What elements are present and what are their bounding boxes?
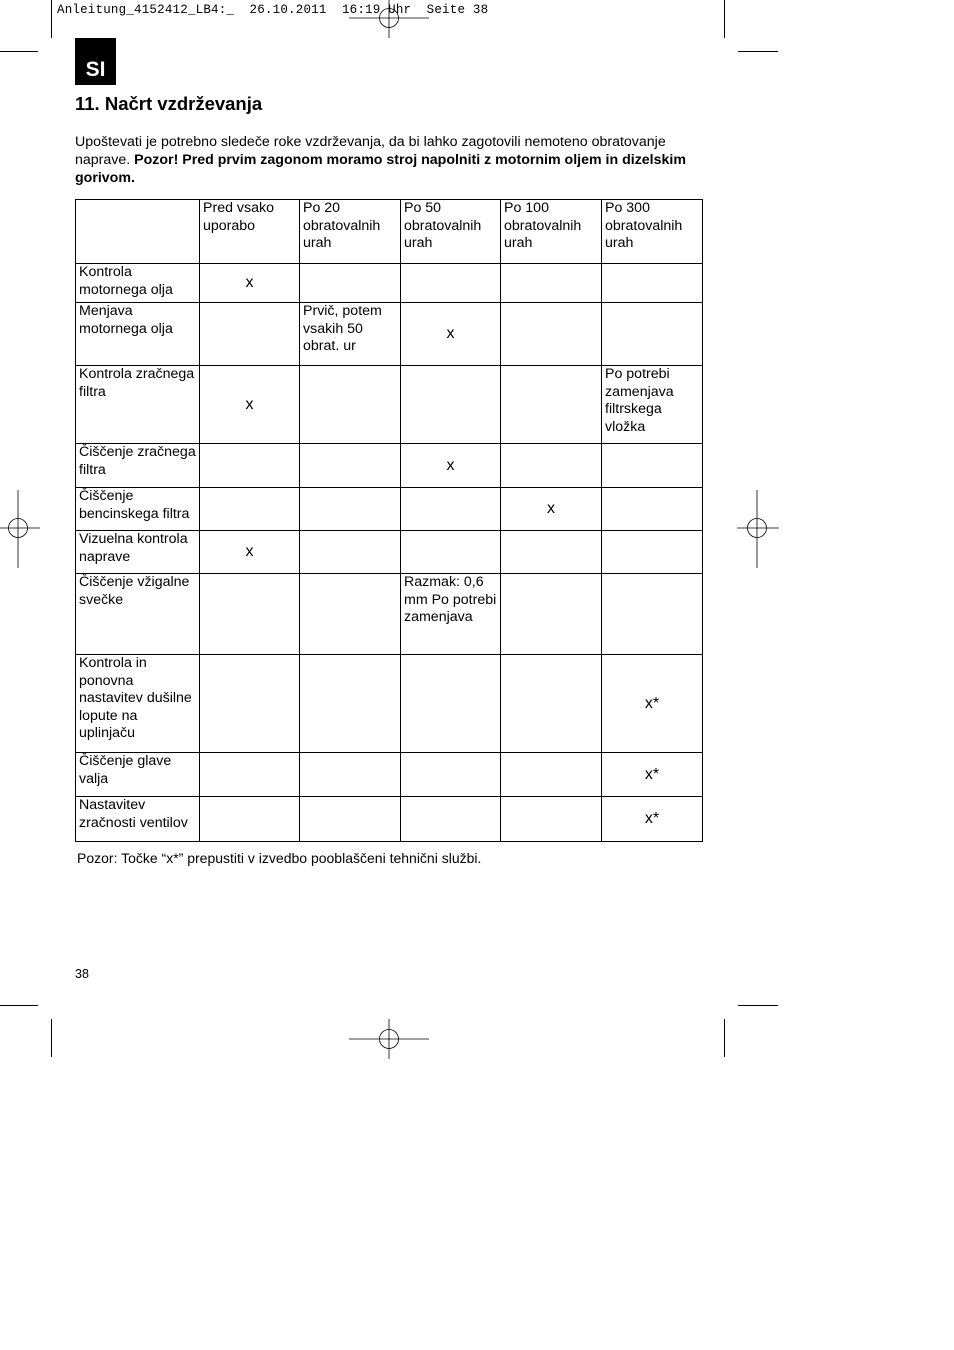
schedule-cell: x [200, 531, 300, 574]
header-cell: Pred vsako uporabo [200, 200, 300, 264]
schedule-cell: x [200, 264, 300, 303]
task-cell: Čiščenje glave valja [76, 753, 200, 797]
schedule-cell [401, 753, 501, 797]
schedule-cell: x* [602, 753, 703, 797]
schedule-cell [300, 264, 401, 303]
schedule-cell [401, 366, 501, 444]
registration-mark-icon [0, 490, 40, 568]
table-row [76, 655, 703, 753]
print-header: Anleitung_4152412_LB4:_ 26.10.2011 16:19 Uhr Seite 38 [57, 3, 489, 17]
schedule-cell: x [200, 366, 300, 444]
schedule-cell [501, 531, 602, 574]
schedule-cell [501, 264, 602, 303]
header-cell: Po 300 obratovalnih urah [602, 200, 703, 264]
schedule-cell [300, 753, 401, 797]
table-row [76, 797, 703, 842]
schedule-cell [401, 531, 501, 574]
footnote: Pozor: Točke “x*” prepustiti v izvedbo pooblaščeni tehnični službi. [77, 850, 482, 866]
schedule-cell [602, 444, 703, 488]
crop-mark-icon [738, 51, 778, 52]
schedule-cell [300, 797, 401, 842]
crop-mark-icon [724, 0, 725, 38]
table-row [76, 488, 703, 531]
schedule-cell: x [401, 303, 501, 366]
schedule-cell [602, 303, 703, 366]
registration-mark-icon [737, 490, 779, 568]
intro-text: Upoštevati je potrebno sledeče roke vzdrževanja, da bi lahko zagotovili nemoteno obratovanje naprave. [75, 134, 666, 168]
table-row [76, 444, 703, 488]
registration-mark-icon [349, 1019, 429, 1059]
table-row [76, 366, 703, 444]
crop-mark-icon [0, 51, 38, 52]
crop-mark-icon [51, 0, 52, 38]
registration-mark-icon [349, 0, 429, 40]
schedule-cell [602, 264, 703, 303]
schedule-cell [501, 753, 602, 797]
schedule-cell [200, 444, 300, 488]
task-cell: Kontrola in ponovna nastavitev dušilne lopute na uplinjaču [76, 655, 200, 753]
task-cell: Nastavitev zračnosti ventilov [76, 797, 200, 842]
schedule-cell [401, 488, 501, 531]
schedule-cell [602, 488, 703, 531]
schedule-cell [501, 366, 602, 444]
schedule-cell [300, 366, 401, 444]
schedule-cell [501, 444, 602, 488]
schedule-cell [300, 531, 401, 574]
schedule-cell [501, 574, 602, 655]
intro-paragraph [75, 134, 715, 187]
crop-mark-icon [51, 1019, 52, 1057]
crop-mark-icon [738, 1005, 778, 1006]
schedule-cell [300, 444, 401, 488]
schedule-cell: Prvič, potem vsakih 50 obrat. ur [300, 303, 401, 366]
table-row [76, 264, 703, 303]
schedule-cell [200, 797, 300, 842]
schedule-cell: x [501, 488, 602, 531]
table-row [76, 574, 703, 655]
schedule-cell: x [401, 444, 501, 488]
table-row [76, 531, 703, 574]
header-cell: Po 50 obratovalnih urah [401, 200, 501, 264]
maintenance-table [75, 199, 703, 842]
language-badge: SI [75, 38, 116, 85]
task-cell: Čiščenje zračnega filtra [76, 444, 200, 488]
section-title: 11. Načrt vzdrževanja [75, 93, 263, 114]
crop-mark-icon [724, 1019, 725, 1057]
schedule-cell [200, 488, 300, 531]
schedule-cell [300, 488, 401, 531]
schedule-cell [401, 655, 501, 753]
schedule-cell: Razmak: 0,6 mm Po potrebi zamenjava [401, 574, 501, 655]
schedule-cell [300, 574, 401, 655]
header-cell: Po 20 obratovalnih urah [300, 200, 401, 264]
crop-mark-icon [0, 1005, 38, 1006]
schedule-cell [200, 574, 300, 655]
header-cell [76, 200, 200, 264]
schedule-cell [401, 264, 501, 303]
schedule-cell: Po potrebi zamenjava filtrskega vložka [602, 366, 703, 444]
schedule-cell [501, 303, 602, 366]
table-row [76, 303, 703, 366]
schedule-cell [401, 797, 501, 842]
page-number: 38 [75, 967, 89, 981]
table-header-row [76, 200, 703, 264]
task-cell: Vizuelna kontrola naprave [76, 531, 200, 574]
intro-warning: Pozor! Pred prvim zagonom moramo stroj napolniti z motornim oljem in dizelskim gorivom. [75, 151, 686, 186]
task-cell: Čiščenje vžigalne svečke [76, 574, 200, 655]
task-cell: Menjava motornega olja [76, 303, 200, 366]
header-cell: Po 100 obratovalnih urah [501, 200, 602, 264]
schedule-cell [200, 655, 300, 753]
schedule-cell [602, 531, 703, 574]
task-cell: Čiščenje bencinskega filtra [76, 488, 200, 531]
task-cell: Kontrola motornega olja [76, 264, 200, 303]
schedule-cell: x* [602, 797, 703, 842]
task-cell: Kontrola zračnega filtra [76, 366, 200, 444]
schedule-cell [200, 303, 300, 366]
schedule-cell [200, 753, 300, 797]
schedule-cell [501, 655, 602, 753]
schedule-cell: x* [602, 655, 703, 753]
schedule-cell [602, 574, 703, 655]
table-row [76, 753, 703, 797]
schedule-cell [501, 797, 602, 842]
schedule-cell [300, 655, 401, 753]
